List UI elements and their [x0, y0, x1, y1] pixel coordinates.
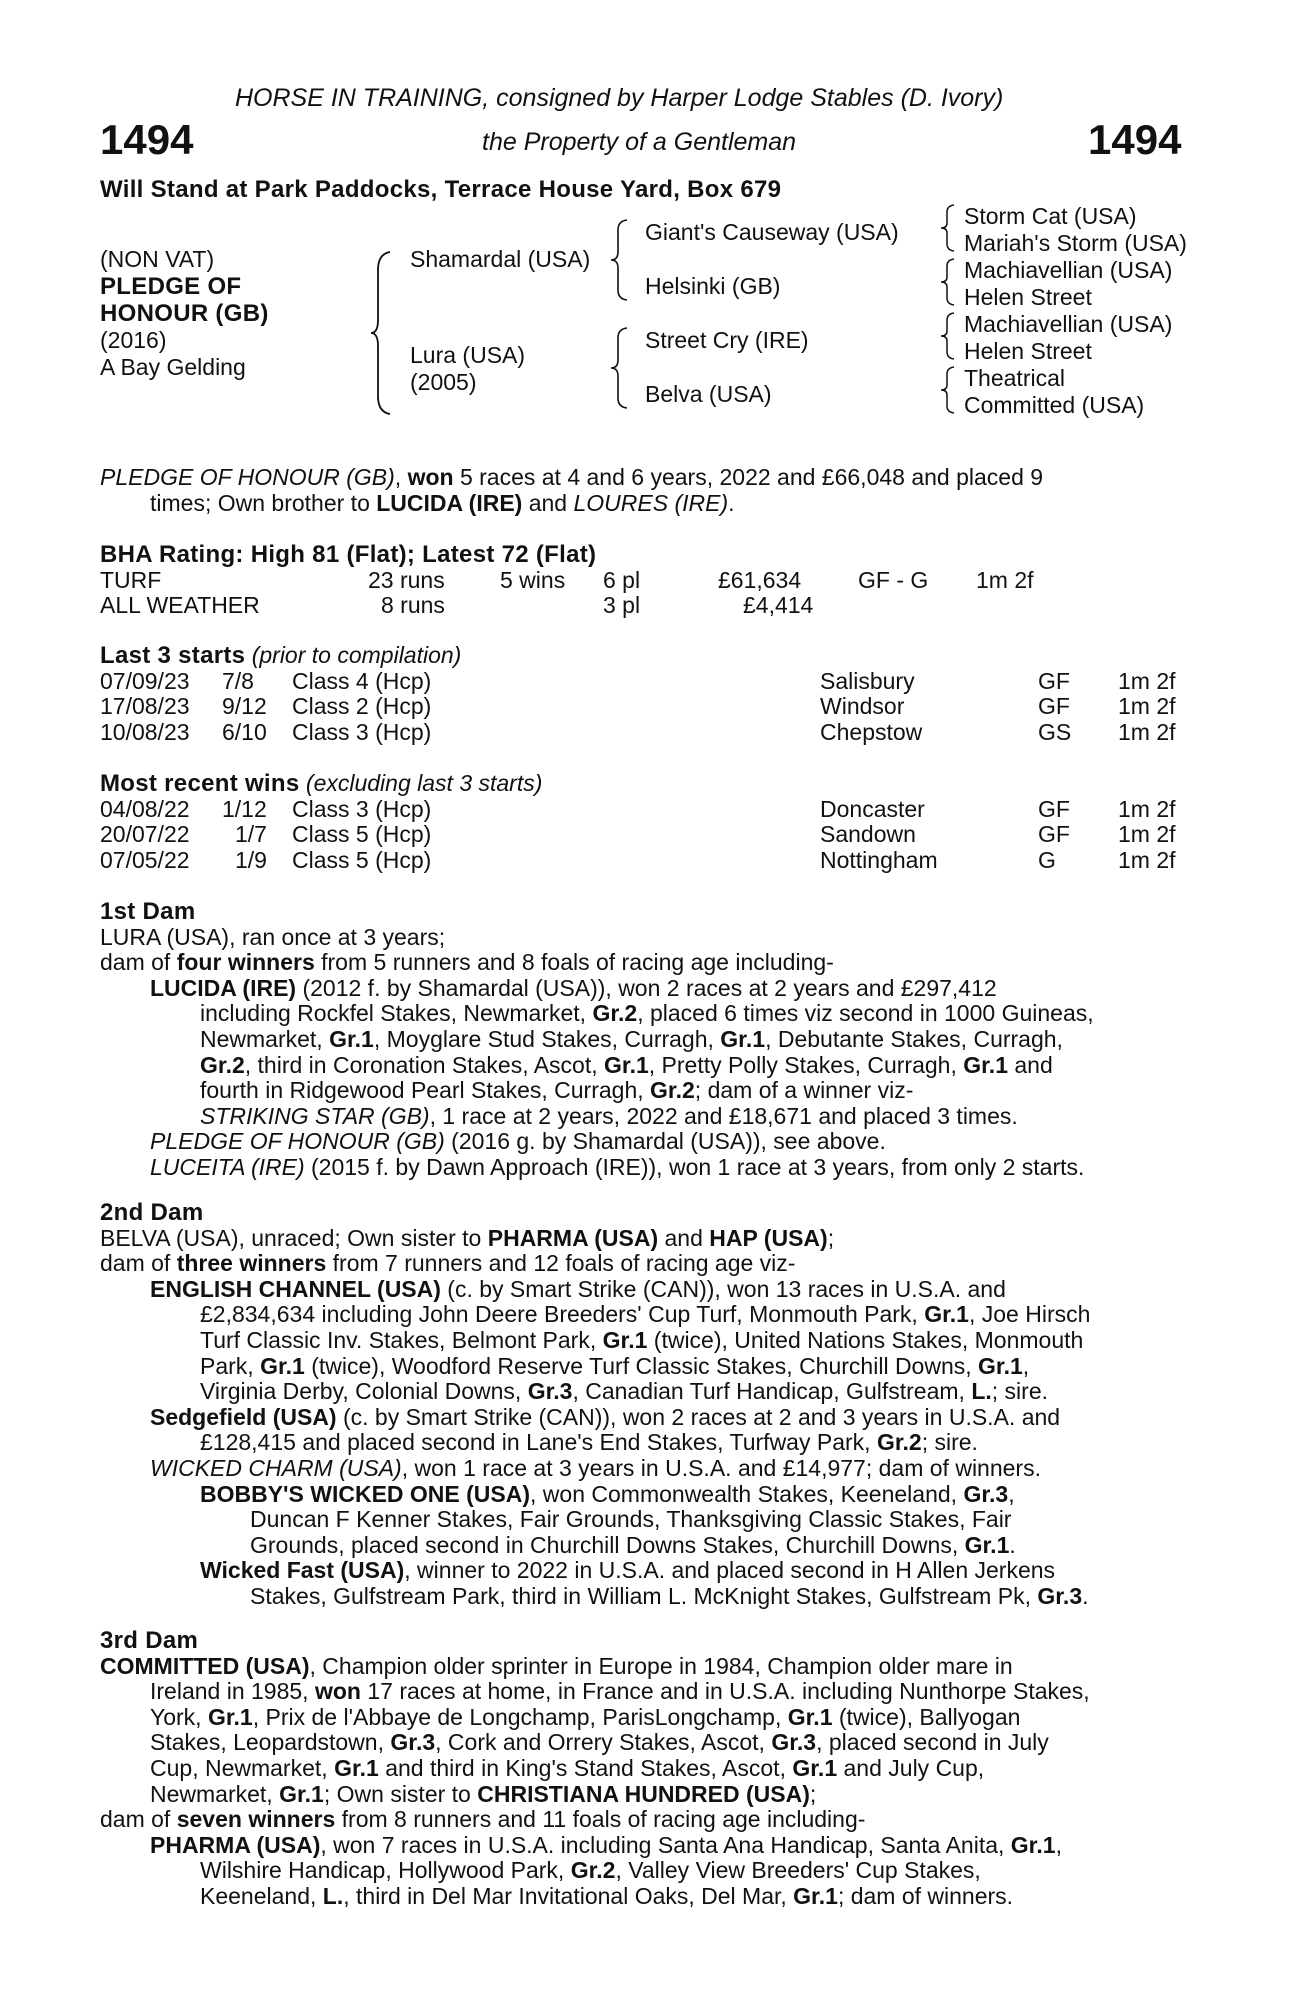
- text-segment: 20/07/22: [100, 821, 190, 848]
- text-segment: 04/08/22: [100, 795, 190, 822]
- text-segment: Grounds, placed second in Churchill Downs Stakes, Churchill Downs,: [250, 1531, 965, 1558]
- foaling-year: (2016): [100, 327, 167, 353]
- text-segment: BELVA (USA), unraced; Own sister to: [100, 1224, 488, 1251]
- text-segment: Class 5 (Hcp): [292, 821, 432, 848]
- text-segment: 1m 2f: [1118, 821, 1176, 848]
- text-segment: (c. by Smart Strike (CAN)), won 13 races in U.S.A. and: [440, 1275, 1006, 1302]
- recent-wins-section: [100, 771, 1206, 873]
- text-segment: Keeneland,: [200, 1882, 323, 1909]
- dam2-progeny: [100, 1277, 1206, 1610]
- text-segment: 6/10: [222, 718, 267, 745]
- pedigree-gen3: [964, 203, 1187, 419]
- summary-brother2: LOURES (IRE): [573, 489, 729, 516]
- dam3-line2: [100, 1807, 1206, 1833]
- text-segment: 1m 2f: [1118, 667, 1176, 694]
- striking-star-name: STRIKING STAR (GB): [200, 1102, 430, 1129]
- text-segment: three winners: [176, 1250, 327, 1277]
- text-segment: L.: [322, 1882, 344, 1909]
- rating-placed: 3 pl: [603, 592, 641, 619]
- text-segment: 1/7: [235, 821, 267, 848]
- text-segment: GF: [1038, 795, 1070, 822]
- text-segment: GF: [1038, 693, 1070, 720]
- text-segment: Gr.1: [787, 1703, 833, 1730]
- christiana-name: CHRISTIANA HUNDRED (USA): [477, 1780, 810, 1807]
- text-segment: four winners: [176, 949, 315, 976]
- pedigree-brace-dd: [940, 365, 956, 415]
- text-segment: , placed 6 times viz second in 1000 Guineas,: [637, 1000, 1094, 1027]
- recent-row: [100, 797, 1206, 823]
- text-segment: GF: [1038, 667, 1070, 694]
- text-segment: 10/08/23: [100, 718, 190, 745]
- text-segment: 9/12: [222, 693, 267, 720]
- text-segment: and: [658, 1224, 710, 1251]
- rating-runs: 8 runs: [381, 592, 445, 619]
- text-segment: Gr.1: [604, 1051, 649, 1078]
- wicked-fast-name: Wicked Fast (USA): [200, 1557, 405, 1584]
- rating-earnings: £4,414: [743, 592, 814, 619]
- pledge-name: PLEDGE OF HONOUR (GB): [150, 1128, 445, 1155]
- rating-title: BHA Rating: High 81 (Flat); Latest 72 (Flat): [100, 541, 597, 568]
- pedigree-brace-sire: [610, 218, 630, 302]
- text-segment: Gr.2: [876, 1429, 922, 1456]
- text-segment: Chepstow: [820, 718, 923, 745]
- text-segment: from 8 runners and 11 foals of racing age including-: [335, 1806, 866, 1833]
- text-segment: Gr.3: [527, 1378, 573, 1405]
- text-segment: G: [1038, 846, 1056, 873]
- text-segment: 1m 2f: [1118, 795, 1176, 822]
- dam2-line1: [100, 1226, 1206, 1252]
- last3-title: Last 3 starts: [100, 642, 246, 669]
- text-segment: Newmarket,: [200, 1025, 330, 1052]
- rating-placed: 6 pl: [603, 566, 641, 593]
- text-segment: , Moyglare Stud Stakes, Curragh,: [373, 1025, 721, 1052]
- text-segment: 1m 2f: [1118, 846, 1176, 873]
- text-segment: ;: [809, 1780, 817, 1807]
- rating-going: GF - G: [858, 566, 929, 593]
- pedigree-dam-dam: Belva (USA): [645, 381, 772, 407]
- wicked-charm-name: WICKED CHARM (USA): [150, 1454, 402, 1481]
- text-segment: ,: [1055, 1831, 1062, 1858]
- text-segment: 1/12: [222, 795, 267, 822]
- pedigree-sire: Shamardal (USA): [410, 246, 591, 272]
- text-segment: , won Commonwealth Stakes, Keeneland,: [530, 1480, 964, 1507]
- text-segment: Park,: [200, 1352, 261, 1379]
- text-segment: Windsor: [820, 693, 905, 720]
- pedigree-dds: Theatrical: [964, 365, 1065, 391]
- dam1-title: 1st Dam: [100, 898, 196, 925]
- text-segment: £128,415 and placed second in Lane's End Stakes, Turfway Park,: [200, 1429, 877, 1456]
- pedigree-brace-ds: [940, 311, 956, 361]
- stand-location: Will Stand at Park Paddocks, Terrace House Yard, Box 679: [100, 176, 782, 203]
- text-segment: (twice), Woodford Reserve Turf Classic Stakes, Churchill Downs,: [304, 1352, 979, 1379]
- consignor-line: HORSE IN TRAINING, consigned by Harper Lodge Stables (D. Ivory): [235, 84, 1004, 112]
- text-segment: Salisbury: [820, 667, 915, 694]
- summary-horse-name: PLEDGE OF HONOUR (GB): [100, 464, 395, 490]
- dam-year: (2005): [410, 369, 477, 395]
- text-segment: from 5 runners and 8 foals of racing age including-: [314, 949, 834, 976]
- text-segment: Gr.1: [720, 1025, 766, 1052]
- text-segment: .: [1009, 1531, 1016, 1558]
- text-segment: Duncan F Kenner Stakes, Fair Grounds, Thanksgiving Classic Stakes, Fair: [250, 1506, 1012, 1533]
- text-segment: Class 2 (Hcp): [292, 693, 432, 720]
- text-segment: dam of: [100, 1806, 177, 1833]
- text-segment: Gr.1: [329, 1025, 374, 1052]
- pedigree-dss: Machiavellian (USA): [964, 311, 1173, 337]
- last3-row: [100, 720, 1206, 746]
- summary-and: and: [522, 489, 574, 516]
- horse-info: [100, 246, 269, 381]
- text-segment: 07/05/22: [100, 846, 190, 873]
- second-dam-section: [100, 1200, 1206, 1610]
- pedigree-dam-sire: Street Cry (IRE): [645, 327, 809, 353]
- pedigree-sire-sire: Giant's Causeway (USA): [645, 219, 899, 245]
- text-segment: from 7 runners and 12 foals of racing age viz-: [326, 1250, 796, 1277]
- text-segment: Class 4 (Hcp): [292, 667, 432, 694]
- text-segment: Stakes, Leopardstown,: [150, 1729, 391, 1756]
- last3-note: (prior to compilation): [251, 642, 462, 668]
- pedigree-brace-gen1: [370, 250, 394, 416]
- first-dam-section: [100, 899, 1206, 1181]
- text-segment: Gr.1: [963, 1051, 1008, 1078]
- text-segment: ; Own sister to: [323, 1780, 478, 1807]
- text-segment: GF: [1038, 821, 1070, 848]
- pedigree-sds: Machiavellian (USA): [964, 257, 1173, 283]
- text-segment: including Rockfel Stakes, Newmarket,: [200, 1000, 593, 1027]
- summary-text: 5 races at 4 and 6 years, 2022 and £66,048 and placed 9: [453, 464, 1044, 490]
- text-segment: Sandown: [820, 821, 916, 848]
- last3-section: [100, 643, 1206, 745]
- text-segment: (2015 f. by Dawn Approach (IRE)), won 1 race at 3 years, from only 2 starts.: [304, 1153, 1085, 1180]
- rating-runs: 23 runs: [368, 566, 445, 593]
- text-segment: , Pretty Polly Stakes, Curragh,: [648, 1051, 964, 1078]
- text-segment: 1/9: [235, 846, 267, 873]
- text-segment: , Cork and Orrery Stakes, Ascot,: [435, 1729, 772, 1756]
- text-segment: (twice), Ballyogan: [832, 1703, 1021, 1730]
- third-dam-section: [100, 1628, 1206, 1910]
- english-channel-name: ENGLISH CHANNEL (USA): [150, 1275, 441, 1302]
- text-segment: HAP (USA): [709, 1224, 828, 1251]
- rating-earnings: £61,634: [718, 566, 802, 593]
- rating-surface: TURF: [100, 566, 162, 593]
- text-segment: ; dam of winners.: [837, 1882, 1014, 1909]
- text-segment: and: [1008, 1051, 1053, 1078]
- text-segment: 17 races at home, in France and in U.S.A. including Nunthorpe Stakes,: [360, 1678, 1090, 1705]
- horse-name-line1: PLEDGE OF: [100, 273, 242, 300]
- text-segment: , Champion older sprinter in Europe in 1984, Champion older mare in: [309, 1652, 1013, 1679]
- text-segment: PHARMA (USA): [487, 1224, 659, 1251]
- recent-row: [100, 848, 1206, 874]
- pedigree-brace-dam: [610, 326, 630, 410]
- text-segment: Gr.2: [570, 1857, 616, 1884]
- lucida-entry: [100, 976, 1206, 1181]
- text-segment: Doncaster: [820, 795, 925, 822]
- pedigree-brace-ss: [940, 203, 956, 253]
- text-segment: Virginia Derby, Colonial Downs,: [200, 1378, 528, 1405]
- pedigree-ddd: Committed (USA): [964, 392, 1145, 418]
- pedigree-sss: Storm Cat (USA): [964, 203, 1137, 229]
- text-segment: , won 1 race at 3 years in U.S.A. and £14,977; dam of winners.: [401, 1454, 1041, 1481]
- dam1-line1: LURA (USA), ran once at 3 years;: [100, 923, 446, 950]
- rating-surface: ALL WEATHER: [100, 592, 260, 619]
- text-segment: Gr.1: [207, 1703, 253, 1730]
- text-segment: , Valley View Breeders' Cup Stakes,: [615, 1857, 981, 1884]
- text-segment: Class 5 (Hcp): [292, 846, 432, 873]
- summary-won: won: [407, 464, 454, 490]
- text-segment: and third in King's Stand Stakes, Ascot,: [378, 1754, 793, 1781]
- recent-title: Most recent wins: [100, 770, 300, 797]
- pedigree-dam: [410, 342, 525, 396]
- dam-name: Lura (USA): [410, 342, 526, 368]
- property-line: the Property of a Gentleman: [482, 128, 797, 156]
- rating-distance: 1m 2f: [976, 566, 1034, 593]
- text-segment: ,: [1022, 1352, 1030, 1379]
- text-segment: 7/8: [222, 667, 254, 694]
- text-segment: 07/09/23: [100, 667, 190, 694]
- text-segment: ; dam of a winner viz-: [694, 1077, 914, 1104]
- text-segment: Cup, Newmarket,: [150, 1754, 335, 1781]
- text-segment: , Joe Hirsch: [968, 1301, 1091, 1328]
- horse-name-line2: HONOUR (GB): [100, 300, 269, 327]
- text-segment: Gr.3: [963, 1480, 1009, 1507]
- text-segment: Gr.3: [771, 1729, 817, 1756]
- text-segment: Stakes, Gulfstream Park, third in William L. McKnight Stakes, Gulfstream Pk,: [250, 1582, 1038, 1609]
- text-segment: dam of: [100, 1250, 177, 1277]
- text-segment: seven winners: [176, 1806, 336, 1833]
- recent-note: (excluding last 3 starts): [305, 770, 543, 796]
- text-segment: Gr.1: [793, 1882, 838, 1909]
- text-segment: L.: [971, 1378, 992, 1405]
- text-segment: Nottingham: [820, 846, 938, 873]
- text-segment: ;: [827, 1224, 835, 1251]
- vat-status: (NON VAT): [100, 246, 215, 272]
- text-segment: Gr.1: [602, 1326, 648, 1353]
- text-segment: Gr.3: [1037, 1582, 1083, 1609]
- lot-number-left: 1494: [100, 116, 194, 163]
- text-segment: Gr.1: [964, 1531, 1010, 1558]
- text-segment: Newmarket,: [150, 1780, 280, 1807]
- text-segment: fourth in Ridgewood Pearl Stakes, Curragh,: [200, 1077, 651, 1104]
- summary-end: .: [728, 489, 735, 516]
- text-segment: Gr.2: [200, 1051, 245, 1078]
- recent-row: [100, 822, 1206, 848]
- text-segment: 17/08/23: [100, 693, 190, 720]
- text-segment: dam of: [100, 949, 177, 976]
- text-segment: £2,834,634 including John Deere Breeders' Cup Turf, Monmouth Park,: [200, 1301, 925, 1328]
- rating-row-turf: [100, 568, 1206, 594]
- rating-row-aw: [100, 593, 1206, 619]
- text-segment: Class 3 (Hcp): [292, 718, 432, 745]
- text-segment: ; sire.: [991, 1378, 1049, 1405]
- text-segment: Gr.1: [260, 1352, 305, 1379]
- text-segment: (c. by Smart Strike (CAN)), won 2 races at 2 and 3 years in U.S.A. and: [336, 1403, 1061, 1430]
- text-segment: , winner to 2022 in U.S.A. and placed second in H Allen Jerkens: [404, 1557, 1056, 1584]
- text-segment: Gr.1: [978, 1352, 1023, 1379]
- text-segment: , third in Del Mar Invitational Oaks, Del Mar,: [343, 1882, 794, 1909]
- text-segment: , Debutante Stakes, Curragh,: [765, 1025, 1063, 1052]
- text-segment: Gr.2: [592, 1000, 638, 1027]
- summary-brother: LUCIDA (IRE): [376, 489, 523, 516]
- text-segment: York,: [150, 1703, 208, 1730]
- text-segment: (2012 f. by Shamardal (USA)), won 2 races at 2 years and £297,412: [296, 974, 997, 1001]
- summary-text2: times; Own brother to: [150, 489, 377, 516]
- text-segment: Class 3 (Hcp): [292, 795, 432, 822]
- lot-number-right: 1494: [1088, 116, 1182, 163]
- committed-name: COMMITTED (USA): [100, 1652, 310, 1679]
- text-segment: , 1 race at 2 years, 2022 and £18,671 and placed 3 times.: [429, 1102, 1018, 1129]
- text-segment: Gr.1: [924, 1301, 969, 1328]
- pedigree-sdd: Helen Street: [964, 284, 1092, 310]
- text-segment: GS: [1038, 718, 1072, 745]
- text-segment: and July Cup,: [837, 1754, 985, 1781]
- text-segment: Gr.1: [334, 1754, 379, 1781]
- pedigree-brace-sd: [940, 257, 956, 307]
- dam2-title: 2nd Dam: [100, 1199, 204, 1226]
- dam1-line2: [100, 950, 1206, 976]
- text-segment: ,: [1008, 1480, 1015, 1507]
- text-segment: (twice), United Nations Stakes, Monmouth: [647, 1326, 1084, 1353]
- text-segment: ; sire.: [921, 1429, 978, 1456]
- luceita-name: LUCEITA (IRE): [150, 1153, 305, 1180]
- text-segment: Gr.1: [279, 1780, 324, 1807]
- dam2-line2: [100, 1251, 1206, 1277]
- text-segment: .: [1082, 1582, 1089, 1609]
- text-segment: Gr.1: [1010, 1831, 1056, 1858]
- pharma-name: PHARMA (USA): [150, 1831, 321, 1858]
- text-segment: , placed second in July: [816, 1729, 1049, 1756]
- last3-row: [100, 669, 1206, 695]
- rating-wins: 5 wins: [500, 566, 566, 593]
- lucida-name: LUCIDA (IRE): [150, 974, 297, 1001]
- text-segment: won: [314, 1678, 361, 1705]
- text-segment: 1m 2f: [1118, 693, 1176, 720]
- text-segment: 1m 2f: [1118, 718, 1176, 745]
- text-segment: Gr.1: [792, 1754, 838, 1781]
- pedigree-ssd: Mariah's Storm (USA): [964, 230, 1187, 256]
- race-summary: PLEDGE OF HONOUR (GB), won 5 races at 4 and 6 years, 2022 and £66,048 and placed 9 times; Own brother to LUCIDA (IRE) and LOURES (IRE).: [100, 464, 1044, 516]
- text-segment: Wilshire Handicap, Hollywood Park,: [200, 1857, 571, 1884]
- text-segment: , won 7 races in U.S.A. including Santa Ana Handicap, Santa Anita,: [320, 1831, 1011, 1858]
- dam3-title: 3rd Dam: [100, 1627, 199, 1654]
- text-segment: Gr.3: [390, 1729, 436, 1756]
- bobbys-wicked-one-name: BOBBY'S WICKED ONE (USA): [200, 1480, 531, 1507]
- sedgefield-name: Sedgefield (USA): [150, 1403, 337, 1430]
- text-segment: , Prix de l'Abbaye de Longchamp, ParisLongchamp,: [252, 1703, 788, 1730]
- text-segment: Gr.2: [650, 1077, 695, 1104]
- pedigree-dsd: Helen Street: [964, 338, 1092, 364]
- text-segment: (2016 g. by Shamardal (USA)), see above.: [444, 1128, 886, 1155]
- last3-row: [100, 694, 1206, 720]
- text-segment: Ireland in 1985,: [150, 1678, 315, 1705]
- text-segment: , Canadian Turf Handicap, Gulfstream,: [572, 1378, 972, 1405]
- text-segment: , third in Coronation Stakes, Ascot,: [244, 1051, 605, 1078]
- rating-section: [100, 542, 1206, 619]
- pedigree-sire-dam: Helsinki (GB): [645, 273, 781, 299]
- horse-description: A Bay Gelding: [100, 354, 246, 380]
- text-segment: Turf Classic Inv. Stakes, Belmont Park,: [200, 1326, 603, 1353]
